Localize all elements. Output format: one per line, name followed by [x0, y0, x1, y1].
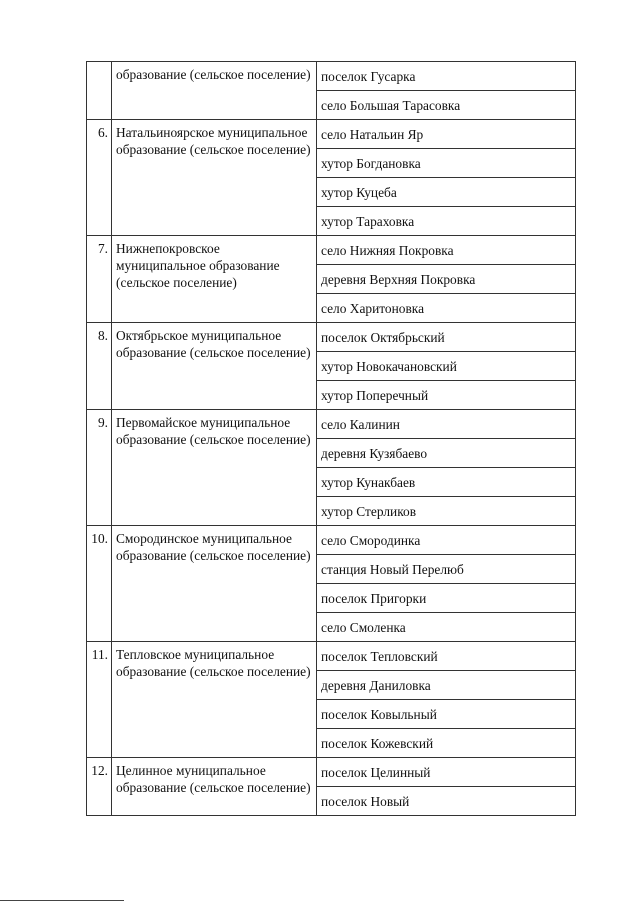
settlement-name: хутор Стерликов — [317, 497, 576, 526]
table-row — [87, 323, 576, 352]
settlement-name: село Нижняя Покровка — [317, 236, 576, 265]
settlement-name: станция Новый Перелюб — [317, 555, 576, 584]
municipality-name: Тепловское муниципальное образование (сельское поселение) — [112, 642, 317, 758]
table-row — [87, 410, 576, 439]
settlement-name: хутор Новокачановский — [317, 352, 576, 381]
settlement-name: село Большая Тарасовка — [317, 91, 576, 120]
settlement-name: поселок Целинный — [317, 758, 576, 787]
table-row — [87, 236, 576, 265]
settlement-name: поселок Гусарка — [317, 62, 576, 91]
settlement-name: деревня Кузябаево — [317, 439, 576, 468]
row-number: 9. — [87, 410, 112, 526]
row-number: 10. — [87, 526, 112, 642]
settlements-table-body — [87, 62, 576, 816]
table-row — [87, 62, 576, 91]
settlement-name: деревня Даниловка — [317, 671, 576, 700]
settlement-name: хутор Кунакбаев — [317, 468, 576, 497]
row-number: 8. — [87, 323, 112, 410]
row-number: 12. — [87, 758, 112, 816]
municipality-name: Нижнепокровское муниципальное образование (сельское поселение) — [112, 236, 317, 323]
municipality-name: образование (сельское поселение) — [112, 62, 317, 120]
settlement-name: хутор Богдановка — [317, 149, 576, 178]
row-number: 11. — [87, 642, 112, 758]
row-number: 6. — [87, 120, 112, 236]
settlement-name: село Калинин — [317, 410, 576, 439]
table-row — [87, 120, 576, 149]
settlement-name: хутор Поперечный — [317, 381, 576, 410]
municipality-name: Первомайское муниципальное образование (сельское поселение) — [112, 410, 317, 526]
settlement-name: хутор Тараховка — [317, 207, 576, 236]
settlement-name: село Смоленка — [317, 613, 576, 642]
settlement-name: поселок Тепловский — [317, 642, 576, 671]
municipality-name: Целинное муниципальное образование (сельское поселение) — [112, 758, 317, 816]
settlement-name: поселок Новый — [317, 787, 576, 816]
row-number — [87, 62, 112, 120]
table-row — [87, 758, 576, 787]
table-row — [87, 526, 576, 555]
municipality-name: Октябрьское муниципальное образование (сельское поселение) — [112, 323, 317, 410]
row-number: 7. — [87, 236, 112, 323]
footnote-separator — [0, 900, 124, 901]
settlement-name: село Смородинка — [317, 526, 576, 555]
table-row — [87, 642, 576, 671]
settlement-name: деревня Верхняя Покровка — [317, 265, 576, 294]
settlement-name: село Харитоновка — [317, 294, 576, 323]
settlement-name: поселок Октябрьский — [317, 323, 576, 352]
municipality-name: Смородинское муниципальное образование (сельское поселение) — [112, 526, 317, 642]
settlement-name: хутор Куцеба — [317, 178, 576, 207]
settlement-name: поселок Пригорки — [317, 584, 576, 613]
settlements-table — [86, 61, 576, 816]
settlement-name: село Натальин Яр — [317, 120, 576, 149]
settlement-name: поселок Кожевский — [317, 729, 576, 758]
settlement-name: поселок Ковыльный — [317, 700, 576, 729]
municipality-name: Натальиноярское муниципальное образование (сельское поселение) — [112, 120, 317, 236]
